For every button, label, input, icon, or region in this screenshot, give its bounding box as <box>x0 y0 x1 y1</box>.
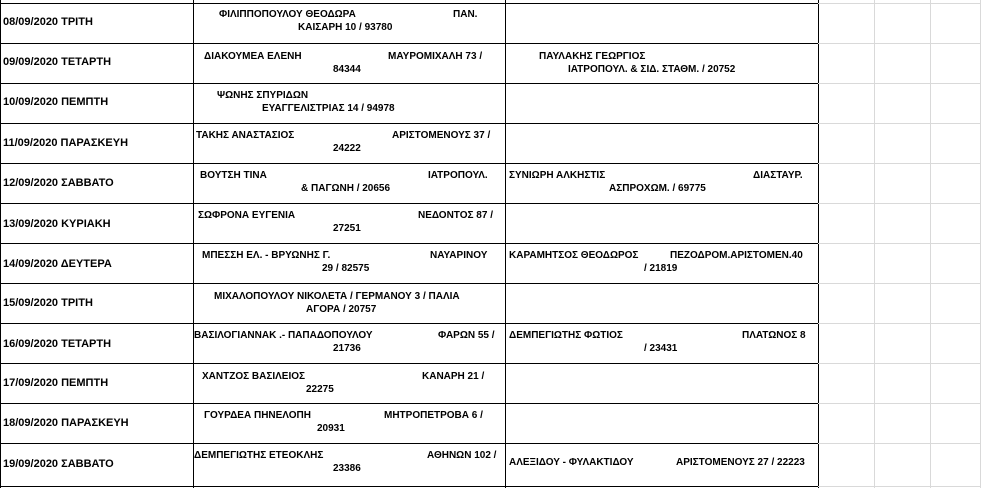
date-cell[interactable]: 13/09/2020 ΚΥΡΙΑΚΗ <box>3 218 111 230</box>
grid-line <box>818 83 981 84</box>
table-row <box>0 243 818 283</box>
pharmacy-cell-secondary[interactable] <box>506 9 817 43</box>
table-row <box>0 203 818 243</box>
row-border <box>0 486 818 487</box>
pharmacy-cell-secondary[interactable]: ΣΥΝΙΩΡΗ ΑΛΚΗΣΤΙΣ ΔΙΑΣΤΑΥΡ. ΑΣΠΡΟΧΩΜ. / 69775 <box>509 170 803 194</box>
date-cell[interactable]: 10/09/2020 ΠΕΜΠΤΗ <box>3 96 109 108</box>
pharmacy-cell-primary[interactable]: ΜΠΕΣΣΗ ΕΛ. - ΒΡΥΩΝΗΣ Γ. ΝΑΥΑΡΙΝΟΥ 29 / 82575 <box>202 250 488 274</box>
pharmacy-cell-primary[interactable]: ΒΟΥΤΣΗ ΤΙΝΑ ΙΑΤΡΟΠΟΥΛ. & ΠΑΓΩΝΗ / 20656 <box>200 170 488 194</box>
pharmacy-cell-secondary[interactable]: ΠΑΥΛΑΚΗΣ ΓΕΩΡΓΙΟΣ ΙΑΤΡΟΠΟΥΛ. & ΣΙΔ. ΣΤΑΘΜ. / 20752 <box>539 51 736 75</box>
date-cell[interactable]: 11/09/2020 ΠΑΡΑΣΚΕΥΗ <box>3 137 129 149</box>
grid-line <box>818 203 981 204</box>
date-cell[interactable]: 14/09/2020 ΔΕΥΤΕΡΑ <box>3 258 112 270</box>
pharmacy-cell-primary[interactable]: ΣΩΦΡΟΝΑ ΕΥΓΕΝΙΑ ΝΕΔΟΝΤΟΣ 87 / 27251 <box>198 210 493 234</box>
table-row <box>0 43 818 83</box>
date-cell[interactable]: 18/09/2020 ΠΑΡΑΣΚΕΥΗ <box>3 417 129 429</box>
pharmacy-cell-secondary[interactable] <box>506 130 817 160</box>
pharmacy-cell-secondary[interactable]: ΔΕΜΠΕΓΙΩΤΗΣ ΦΩΤΙΟΣ ΠΛΑΤΩΝΟΣ 8 / 23431 <box>509 330 806 354</box>
pharmacy-cell-secondary[interactable] <box>506 90 817 120</box>
pharmacy-cell-secondary[interactable] <box>506 291 817 321</box>
table-row <box>0 443 818 483</box>
date-cell[interactable]: 17/09/2020 ΠΕΜΠΤΗ <box>3 377 109 389</box>
grid-line <box>818 243 981 244</box>
pharmacy-cell-secondary[interactable]: ΚΑΡΑΜΗΤΣΟΣ ΘΕΟΔΩΡΟΣ ΠΕΖΟΔΡΟΜ.ΑΡΙΣΤΟΜΕΝ.40 / 21819 <box>509 250 803 274</box>
pharmacy-cell-primary[interactable]: ΤΑΚΗΣ ΑΝΑΣΤΑΣΙΟΣ ΑΡΙΣΤΟΜΕΝΟΥΣ 37 / 24222 <box>196 130 491 154</box>
pharmacy-cell-primary[interactable]: ΧΑΝΤΖΟΣ ΒΑΣΙΛΕΙΟΣ ΚΑΝΑΡΗ 21 / 22275 <box>202 371 485 395</box>
table-row <box>0 323 818 363</box>
table-row <box>0 163 818 203</box>
grid-line <box>818 3 981 4</box>
grid-line <box>818 323 981 324</box>
pharmacy-cell-secondary[interactable] <box>506 371 817 401</box>
table-row <box>0 403 818 443</box>
grid-line <box>818 403 981 404</box>
pharmacy-cell-primary[interactable]: ΔΙΑΚΟΥΜΕΑ ΕΛΕΝΗ ΜΑΥΡΟΜΙΧΑΛΗ 73 / 84344 <box>204 51 483 75</box>
grid-line <box>818 283 981 284</box>
date-cell[interactable]: 15/09/2020 ΤΡΙΤΗ <box>3 297 93 309</box>
date-cell[interactable]: 12/09/2020 ΣΑΒΒΑΤΟ <box>3 177 114 189</box>
grid-line <box>930 0 931 488</box>
pharmacy-cell-secondary[interactable] <box>506 210 817 240</box>
grid-line <box>818 443 981 444</box>
pharmacy-cell-secondary[interactable]: ΑΛΕΞΙΔΟΥ - ΦΥΛΑΚΤΙΔΟΥ ΑΡΙΣΤΟΜΕΝΟΥΣ 27 / 22223 <box>509 457 805 468</box>
table-row <box>0 3 818 43</box>
date-cell[interactable]: 16/09/2020 ΤΕΤΑΡΤΗ <box>3 338 112 350</box>
table-row <box>0 363 818 403</box>
grid-line <box>818 486 981 487</box>
column-border <box>818 0 819 488</box>
pharmacy-cell-primary[interactable]: ΦΙΛΙΠΠΟΠΟΥΛΟΥ ΘΕΟΔΩΡΑ ΠΑΝ. ΚΑΙΣΑΡΗ 10 / 93780 <box>219 9 478 33</box>
grid-line <box>818 163 981 164</box>
pharmacy-cell-primary[interactable]: ΨΩΝΗΣ ΣΠΥΡΙΔΩΝ ΕΥΑΓΓΕΛΙΣΤΡΙΑΣ 14 / 94978 <box>217 90 395 114</box>
table-row <box>0 123 818 163</box>
date-cell[interactable]: 19/09/2020 ΣΑΒΒΑΤΟ <box>3 458 114 470</box>
pharmacy-cell-primary[interactable]: ΜΙΧΑΛΟΠΟΥΛΟΥ ΝΙΚΟΛΕΤΑ / ΓΕΡΜΑΝΟΥ 3 / ΠΑΛΙΑ ΑΓΟΡΑ / 20757 <box>214 291 460 315</box>
pharmacy-cell-primary[interactable]: ΔΕΜΠΕΓΙΩΤΗΣ ΕΤΕΟΚΛΗΣ ΑΘΗΝΩΝ 102 / 23386 <box>194 450 497 474</box>
grid-line <box>818 43 981 44</box>
pharmacy-cell-primary[interactable]: ΓΟΥΡΔΕΑ ΠΗΝΕΛΟΠΗ ΜΗΤΡΟΠΕΤΡΟΒΑ 6 / 20931 <box>204 410 483 434</box>
pharmacy-cell-primary[interactable]: ΒΑΣΙΛΟΓΙΑΝΝΑΚ .- ΠΑΠΑΔΟΠΟΥΛΟΥ ΦΑΡΩΝ 55 / 21736 <box>194 330 495 354</box>
date-cell[interactable]: 08/09/2020 ΤΡΙΤΗ <box>3 16 93 28</box>
grid-line <box>818 363 981 364</box>
date-cell[interactable]: 09/09/2020 ΤΕΤΑΡΤΗ <box>3 56 112 68</box>
pharmacy-cell-secondary[interactable] <box>506 410 817 440</box>
grid-line <box>874 0 875 488</box>
table-row <box>0 283 818 323</box>
table-row <box>0 83 818 123</box>
grid-line <box>818 123 981 124</box>
